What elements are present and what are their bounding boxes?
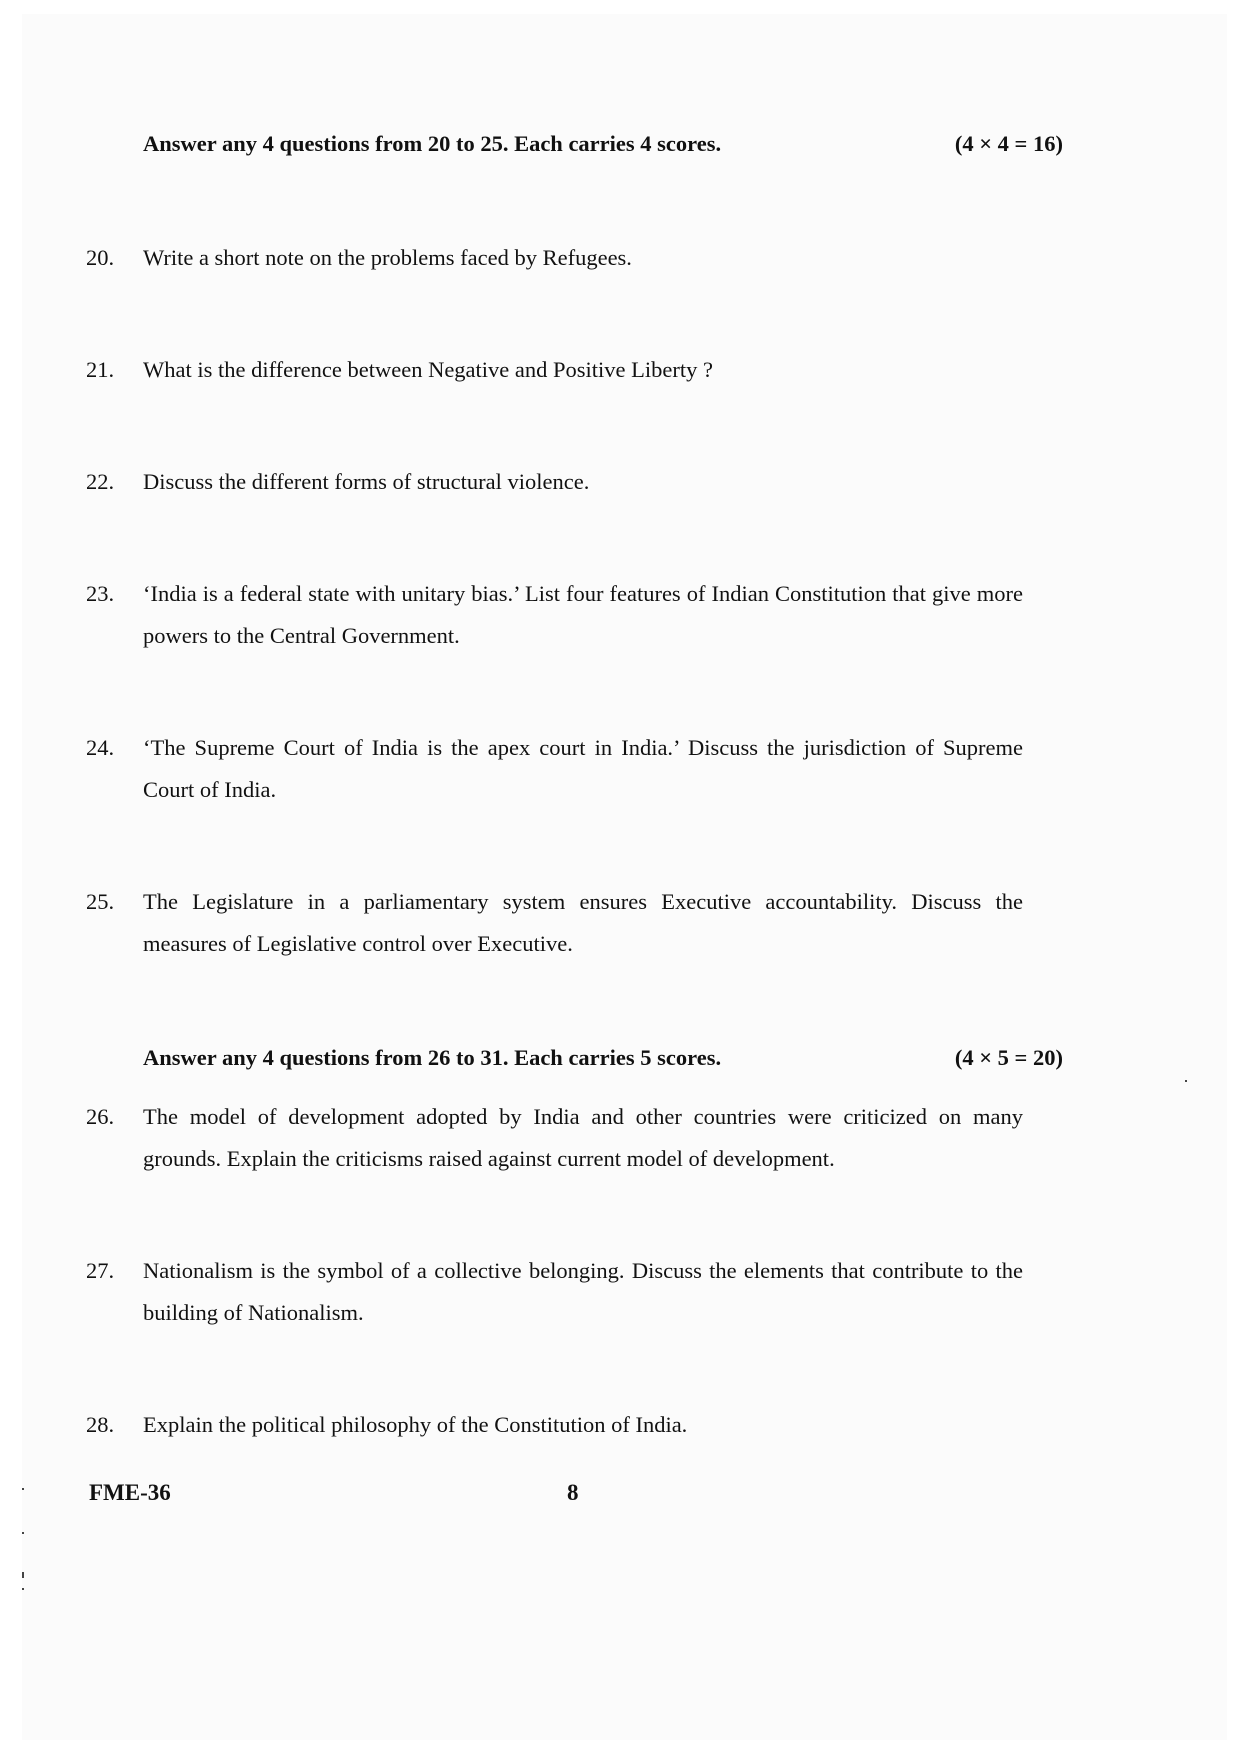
question-text: Write a short note on the problems faced by Refugees. <box>143 245 632 270</box>
question-number: 22. <box>86 469 115 494</box>
question-number: 23. <box>86 581 115 606</box>
question-text: Nationalism is the symbol of a collective belonging. Discuss the elements that contribute to the building of Nationalism. <box>143 1258 1023 1325</box>
question-number: 21. <box>86 357 115 382</box>
question-28 <box>86 1404 1026 1446</box>
question-27 <box>86 1250 1026 1334</box>
scan-speck <box>22 1572 24 1578</box>
question-26 <box>86 1096 1026 1180</box>
section-marks: (4 × 4 = 16) <box>954 131 1063 156</box>
scan-speck <box>1185 1080 1187 1082</box>
question-21 <box>86 349 1026 391</box>
paper-code: FME-36 <box>89 1480 171 1505</box>
question-24 <box>86 727 1026 811</box>
section-instruction: Answer any 4 questions from 20 to 25. Each carries 4 scores. <box>143 131 722 156</box>
question-20 <box>86 237 1026 279</box>
question-number: 24. <box>86 735 115 760</box>
question-text: Discuss the different forms of structural violence. <box>143 469 590 494</box>
question-text: Explain the political philosophy of the Constitution of India. <box>143 1412 688 1437</box>
question-text: ‘India is a federal state with unitary bias.’ List four features of Indian Constitution that give more powers to the Central Government. <box>143 581 1023 648</box>
section-instruction: Answer any 4 questions from 26 to 31. Each carries 5 scores. <box>143 1045 722 1070</box>
scan-speck <box>22 1488 24 1490</box>
scan-speck <box>22 1532 24 1534</box>
question-23 <box>86 573 1026 657</box>
question-number: 26. <box>86 1104 115 1129</box>
question-22 <box>86 461 1026 503</box>
question-number: 20. <box>86 245 115 270</box>
page-number: 8 <box>567 1480 579 1505</box>
question-text: The Legislature in a parliamentary system ensures Executive accountability. Discuss the measures of Legislative control over Executive. <box>143 889 1023 956</box>
question-text: The model of development adopted by India and other countries were criticized on many grounds. Explain the criticisms raised against current model of development. <box>143 1104 1023 1171</box>
scan-speck <box>22 1588 24 1590</box>
question-number: 25. <box>86 889 115 914</box>
question-25 <box>86 881 1026 965</box>
question-text: ‘The Supreme Court of India is the apex court in India.’ Discuss the jurisdiction of Supreme Court of India. <box>143 735 1023 802</box>
question-number: 28. <box>86 1412 115 1437</box>
question-text: What is the difference between Negative and Positive Liberty ? <box>143 357 713 382</box>
section-marks: (4 × 5 = 20) <box>954 1045 1063 1070</box>
question-number: 27. <box>86 1258 115 1283</box>
